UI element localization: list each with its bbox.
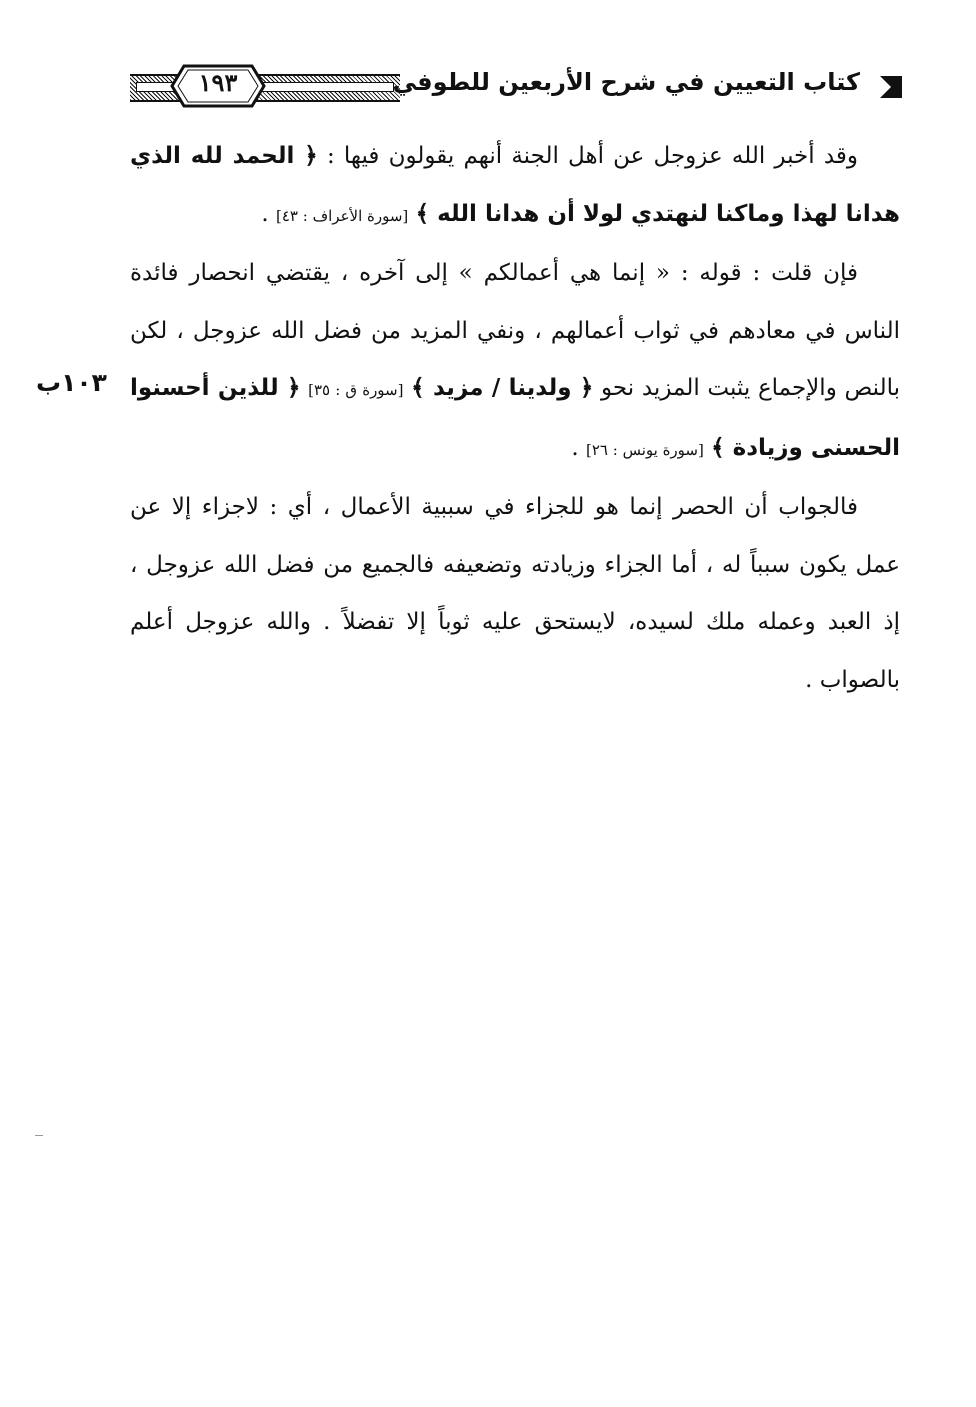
paragraph-2-text: فإن قلت : قوله : « إنما هي أعمالكم » إلى آخره ، يقتضي انحصار فائدة الناس في معادهم في ثواب أعمالهم ، ونفي المزيد من فضل الله عزوجل ، لكن بالنص والإجماع يثبت المزيد نحو xyxy=(130,260,901,401)
quran-quote-qaf: ﴿ ولدينا / مزيد ﴾ xyxy=(411,375,594,401)
quran-quote-yunus: ﴿ للذين أحسنوا الحسنى وزيادة ﴾ xyxy=(130,375,900,461)
paragraph-1-text: وقد أخبر الله عزوجل عن أهل الجنة أنهم يقولون فيها : xyxy=(317,143,858,169)
paragraph-1-end: . xyxy=(261,200,276,227)
paragraph-1 xyxy=(130,128,900,245)
page-number: ١٩٣ xyxy=(198,68,238,97)
margin-folio-note: ١٠٣ب xyxy=(36,368,107,397)
book-title: كتاب التعيين في شرح الأربعين للطوفي xyxy=(392,68,860,96)
paragraph-3: فالجواب أن الحصر إنما هو للجزاء في سببية الأعمال ، أي : لاجزاء إلا عن عمل يكون سبباً له ، أما الجزاء وزيادته وتضعيفه فالجميع من فضل الله عزوجل ، إذ العبد وعمله ملك لسيده، لايستحق عليه ثوباً إلا تفضلاً . والله عزوجل أعلم بالصواب . xyxy=(130,494,900,693)
ornament-icon xyxy=(880,76,902,98)
quran-quote-araf: ﴿ الحمد لله الذي هدانا لهذا وماكنا لنهتدي لولا أن هدانا الله ﴾ xyxy=(130,143,900,227)
paragraph-2 xyxy=(130,245,900,479)
page-header xyxy=(130,62,906,114)
surah-reference-araf: [سورة الأعراف : ٤٣] xyxy=(276,206,409,225)
body-text xyxy=(130,128,900,709)
surah-reference-yunus: [سورة يونس : ٢٦] xyxy=(586,440,704,459)
paragraph-2-end: . xyxy=(571,434,586,461)
scan-speck xyxy=(35,1135,43,1136)
surah-reference-qaf: [سورة ق : ٣٥] xyxy=(308,381,404,399)
page-number-frame xyxy=(170,62,266,110)
